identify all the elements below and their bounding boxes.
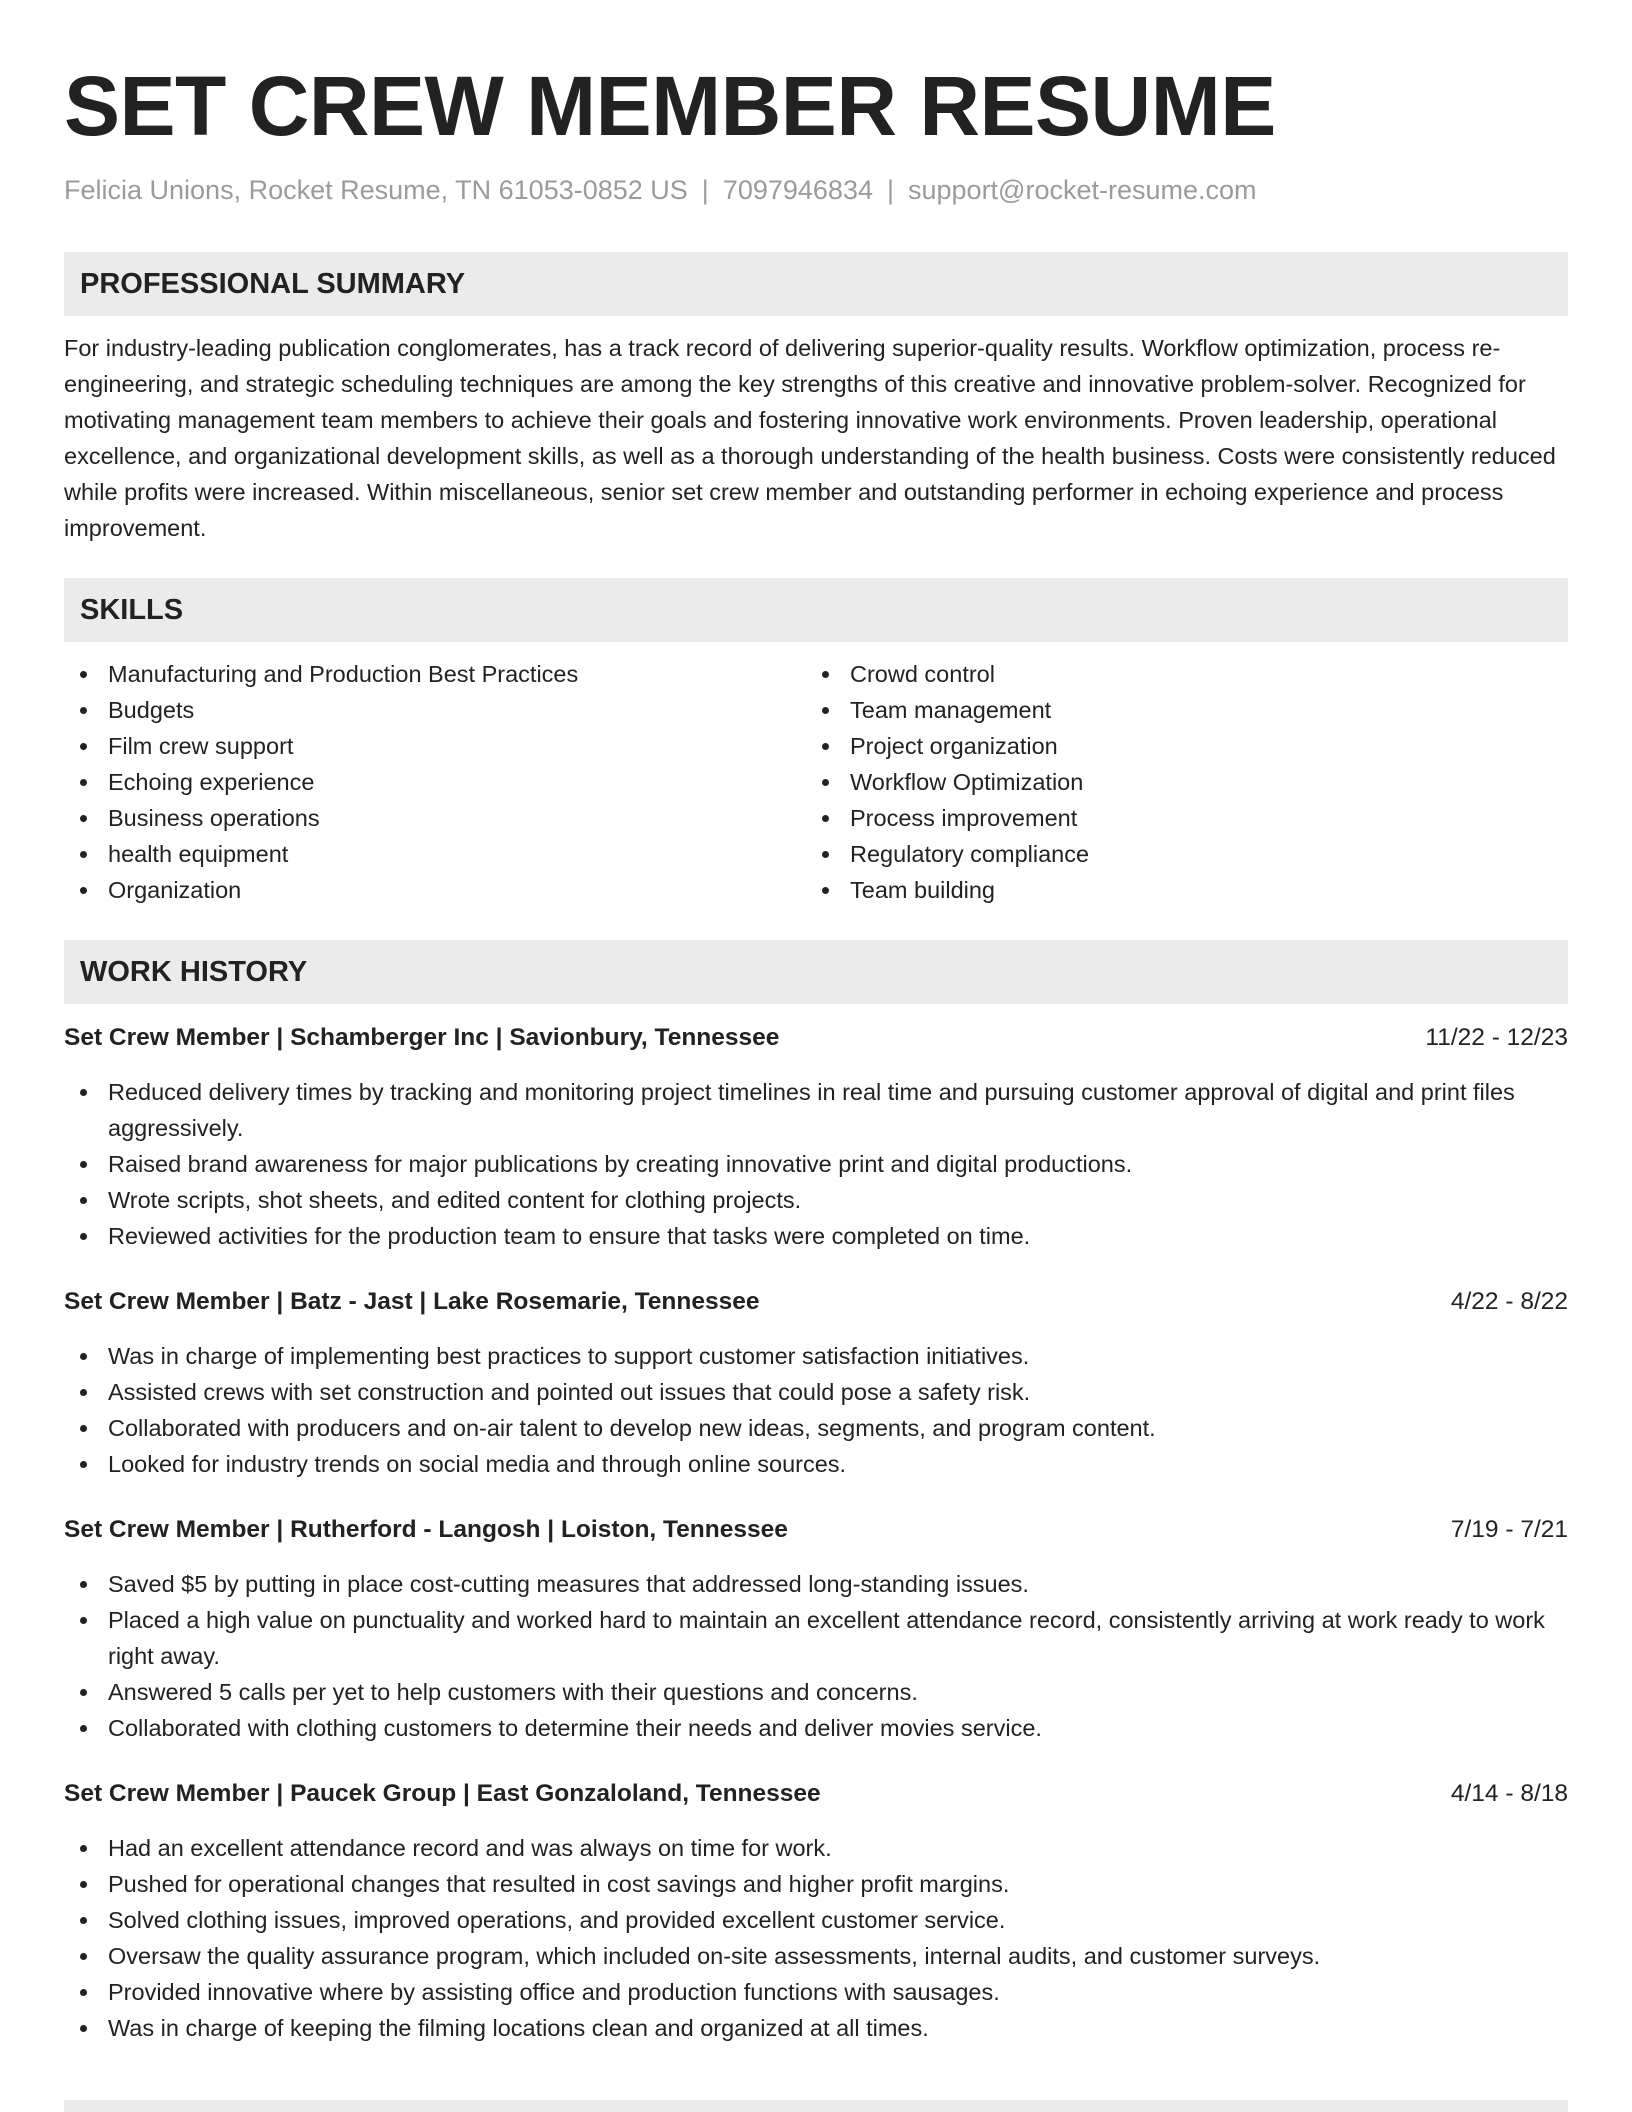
skill-item: Team building: [850, 872, 1548, 908]
skill-item: Workflow Optimization: [850, 764, 1548, 800]
job-bullet: Collaborated with producers and on-air talent to develop new ideas, segments, and program content.: [108, 1410, 1568, 1446]
skill-item: Business operations: [108, 800, 806, 836]
skill-item: Crowd control: [850, 656, 1548, 692]
skill-item: health equipment: [108, 836, 806, 872]
job-dates: 4/22 - 8/22: [1450, 1288, 1568, 1315]
job-bullets: [64, 1566, 1568, 1746]
resume-title: SET CREW MEMBER RESUME: [64, 59, 1276, 153]
skill-item: Budgets: [108, 692, 806, 728]
job-header: [64, 1776, 1568, 1812]
job-bullet: Had an excellent attendance record and was always on time for work.: [108, 1830, 1568, 1866]
job-dates: 4/14 - 8/18: [1450, 1780, 1568, 1807]
next-section-header-edge: [64, 2100, 1568, 2112]
job-bullet: Reduced delivery times by tracking and monitoring project timelines in real time and pursuing customer approval of digital and print files aggressively.: [108, 1074, 1568, 1146]
job-bullets: [64, 1338, 1568, 1482]
job-dates: 11/22 - 12/23: [1425, 1024, 1568, 1051]
work-history-heading: WORK HISTORY: [64, 940, 1568, 1004]
skills-column-left: [64, 656, 806, 908]
job-entry: [64, 1512, 1568, 1746]
job-bullet: Looked for industry trends on social media and through online sources.: [108, 1446, 1568, 1482]
job-dates: 7/19 - 7/21: [1450, 1516, 1568, 1543]
contact-line: [64, 172, 1568, 208]
job-title: Set Crew Member | Paucek Group | East Gonzaloland, Tennessee: [64, 1780, 821, 1807]
skill-item: Team management: [850, 692, 1548, 728]
contact-address: Felicia Unions, Rocket Resume, TN 61053-0852 US: [64, 175, 688, 205]
skills-heading: SKILLS: [64, 578, 1568, 642]
job-header: [64, 1020, 1568, 1056]
contact-phone: 7097946834: [722, 175, 873, 205]
summary-heading: PROFESSIONAL SUMMARY: [64, 252, 1568, 316]
job-bullet: Saved $5 by putting in place cost-cutting measures that addressed long-standing issues.: [108, 1566, 1568, 1602]
job-entry: [64, 1776, 1568, 2046]
job-bullet: Placed a high value on punctuality and worked hard to maintain an excellent attendance record, consistently arriving at work ready to work right away.: [108, 1602, 1568, 1674]
job-bullet: Collaborated with clothing customers to determine their needs and deliver movies service.: [108, 1710, 1568, 1746]
job-bullet: Was in charge of implementing best practices to support customer satisfaction initiatives.: [108, 1338, 1568, 1374]
resume-page: [64, 56, 1568, 2046]
skill-item: Project organization: [850, 728, 1548, 764]
job-bullet: Wrote scripts, shot sheets, and edited content for clothing projects.: [108, 1182, 1568, 1218]
job-bullet: Solved clothing issues, improved operations, and provided excellent customer service.: [108, 1902, 1568, 1938]
job-bullet: Oversaw the quality assurance program, which included on-site assessments, internal audits, and customer surveys.: [108, 1938, 1568, 1974]
job-bullet: Reviewed activities for the production team to ensure that tasks were completed on time.: [108, 1218, 1568, 1254]
skill-item: Regulatory compliance: [850, 836, 1548, 872]
job-title: Set Crew Member | Rutherford - Langosh | Loiston, Tennessee: [64, 1516, 788, 1543]
job-bullet: Pushed for operational changes that resulted in cost savings and higher profit margins.: [108, 1866, 1568, 1902]
job-bullets: [64, 1074, 1568, 1254]
skill-item: Film crew support: [108, 728, 806, 764]
job-entry: [64, 1284, 1568, 1482]
job-bullet: Raised brand awareness for major publications by creating innovative print and digital productions.: [108, 1146, 1568, 1182]
job-bullet: Was in charge of keeping the filming locations clean and organized at all times.: [108, 2010, 1568, 2046]
job-title: Set Crew Member | Batz - Jast | Lake Rosemarie, Tennessee: [64, 1288, 760, 1315]
job-header: [64, 1284, 1568, 1320]
skill-item: Manufacturing and Production Best Practices: [108, 656, 806, 692]
contact-separator: |: [886, 175, 894, 205]
skills-column-right: [806, 656, 1548, 908]
skills-list: [64, 656, 1568, 908]
contact-email: support@rocket-resume.com: [908, 175, 1257, 205]
job-bullet: Answered 5 calls per yet to help customers with their questions and concerns.: [108, 1674, 1568, 1710]
job-bullet: Provided innovative where by assisting office and production functions with sausages.: [108, 1974, 1568, 2010]
job-bullets: [64, 1830, 1568, 2046]
summary-text: For industry-leading publication conglomerates, has a track record of delivering superior-quality results. Workflow optimization, process re-engineering, and strategic scheduling techniques are among the key strengths of this creative and innovative problem-solver. Recognized for motivating management team members to achieve their goals and fostering innovative work environments. Proven leadership, operational excellence, and organizational development skills, as well as a thorough understanding of the health business. Costs were consistently reduced while profits were increased. Within miscellaneous, senior set crew member and outstanding performer in echoing experience and process improvement.: [64, 335, 1556, 541]
job-entry: [64, 1020, 1568, 1254]
job-bullet: Assisted crews with set construction and pointed out issues that could pose a safety risk.: [108, 1374, 1568, 1410]
skill-item: Organization: [108, 872, 806, 908]
skill-item: Echoing experience: [108, 764, 806, 800]
job-header: [64, 1512, 1568, 1548]
skill-item: Process improvement: [850, 800, 1548, 836]
contact-separator: |: [701, 175, 709, 205]
job-title: Set Crew Member | Schamberger Inc | Savionbury, Tennessee: [64, 1024, 780, 1051]
